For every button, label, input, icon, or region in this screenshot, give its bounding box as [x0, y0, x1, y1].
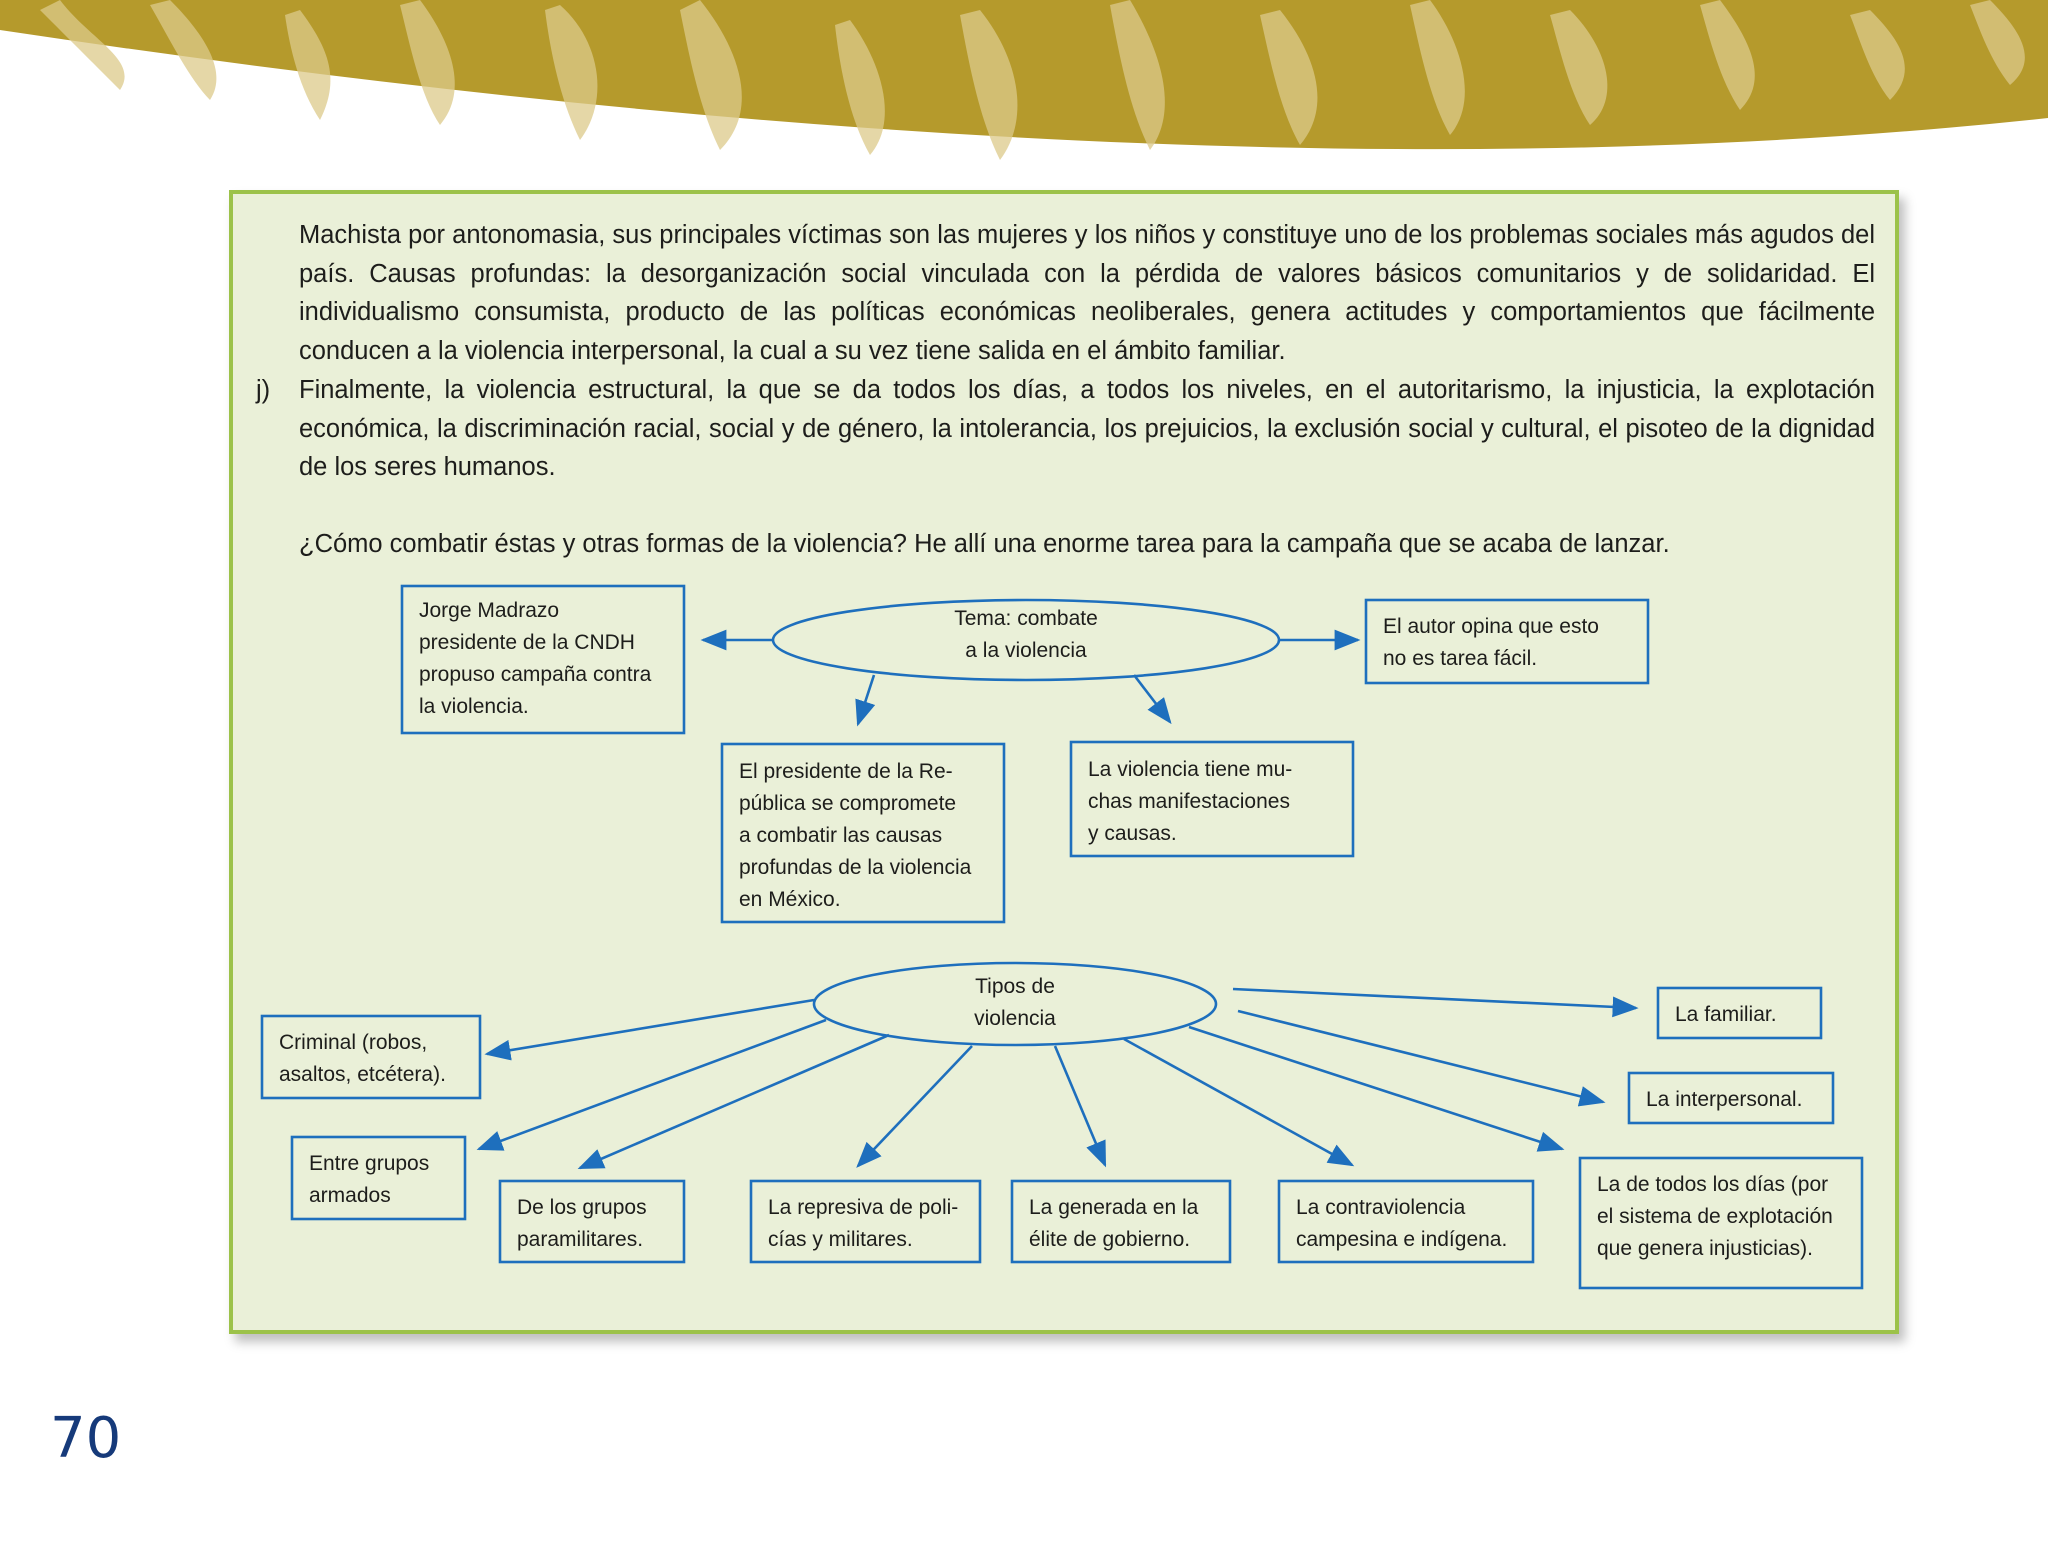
diagram2-center-ellipse	[814, 963, 1216, 1045]
content-panel	[229, 190, 1899, 1334]
node-text-line: presidente de la CNDH	[419, 631, 635, 654]
node-text-line: Criminal (robos,	[279, 1031, 428, 1054]
node-text-line: De los grupos	[517, 1196, 647, 1219]
node-text-line: cías y militares.	[768, 1228, 913, 1251]
node-text-line: La contraviolencia	[1296, 1196, 1466, 1219]
node-text-line: y causas.	[1088, 822, 1177, 845]
node-text-line: pública se compromete	[739, 792, 957, 815]
node-text-line: no es tarea fácil.	[1383, 647, 1538, 670]
page-number: 70	[50, 1406, 122, 1471]
node-contraviolencia	[1279, 1181, 1533, 1262]
diagram-2	[262, 963, 1862, 1288]
node-text-line: La generada en la	[1029, 1196, 1199, 1219]
center-line: a la violencia	[965, 639, 1087, 662]
node-autor	[1366, 600, 1648, 683]
node-text-line: profundas de la violencia	[739, 856, 972, 879]
node-text-line: Jorge Madrazo	[419, 599, 560, 622]
node-text-line: la violencia.	[419, 695, 529, 718]
closing-question: ¿Cómo combatir éstas y otras formas de la violencia? He allí una enorme tarea para la campaña que se acaba de lanzar.	[299, 530, 1670, 558]
node-grupos-armados	[292, 1137, 465, 1219]
node-presidente	[722, 744, 1004, 922]
paragraph-1: Machista por antonomasia, sus principales víctimas son las mujeres y los niños y constituye uno de los problemas sociales más agudos del país. Causas profundas: la desorganización social vinculada con la pérdida de valores básicos comunitarios y de solidaridad. El individualismo consumista, producto de las políticas económicas neoliberales, genera actitudes y comportamientos que fácilmente conducen a la violencia interpersonal, la cual a su vez tiene salida en el ámbito familiar.	[299, 221, 1875, 366]
node-text-line: chas manifestaciones	[1088, 790, 1290, 813]
node-text-line: en México.	[739, 888, 841, 911]
node-text-line: El presidente de la Re-	[739, 760, 953, 783]
node-interpersonal	[1629, 1073, 1833, 1123]
node-text-line: propuso campaña contra	[419, 663, 652, 686]
diagram1-center-ellipse	[773, 600, 1279, 680]
diagram-1	[402, 586, 1648, 922]
node-text-line: asaltos, etcétera).	[279, 1063, 446, 1086]
node-criminal	[262, 1016, 480, 1098]
node-text-line: La interpersonal.	[1646, 1088, 1803, 1111]
center-line: Tipos de	[975, 975, 1055, 998]
center-line: Tema: combate	[954, 607, 1098, 630]
node-text-line: La de todos los días (por	[1597, 1173, 1829, 1196]
node-text-line: armados	[309, 1184, 391, 1207]
node-represiva	[751, 1181, 980, 1262]
node-text-line: paramilitares.	[517, 1228, 644, 1251]
node-text-line: campesina e indígena.	[1296, 1228, 1508, 1251]
node-text-line: élite de gobierno.	[1029, 1228, 1191, 1251]
node-text-line: a combatir las causas	[739, 824, 943, 847]
list-marker-j: j)	[256, 376, 271, 404]
node-paramilitares	[500, 1181, 684, 1262]
node-text-line: La represiva de poli-	[768, 1196, 959, 1219]
node-text-line: que genera injusticias).	[1597, 1237, 1813, 1260]
node-madrazo	[402, 586, 684, 733]
node-familiar	[1658, 988, 1821, 1038]
header-banner	[0, 0, 2048, 170]
node-text-line: La familiar.	[1675, 1003, 1777, 1026]
node-elite	[1012, 1181, 1230, 1262]
list-item-j: Finalmente, la violencia estructural, la que se da todos los días, a todos los niveles, en el autoritarismo, la injusticia, la explotación económica, la discriminación racial, social y de género, la intolerancia, los prejuicios, la exclusión social y cultural, el pisoteo de la dignidad de los seres humanos.	[299, 376, 1875, 482]
center-line: violencia	[974, 1007, 1056, 1030]
node-text-line: La violencia tiene mu-	[1088, 758, 1293, 781]
node-text-line: el sistema de explotación	[1597, 1205, 1833, 1228]
node-text-line: Entre grupos	[309, 1152, 430, 1175]
node-todos-los-dias	[1580, 1158, 1862, 1288]
node-manifestaciones	[1071, 742, 1353, 856]
node-text-line: El autor opina que esto	[1383, 615, 1599, 638]
concept-maps	[233, 194, 1895, 1330]
